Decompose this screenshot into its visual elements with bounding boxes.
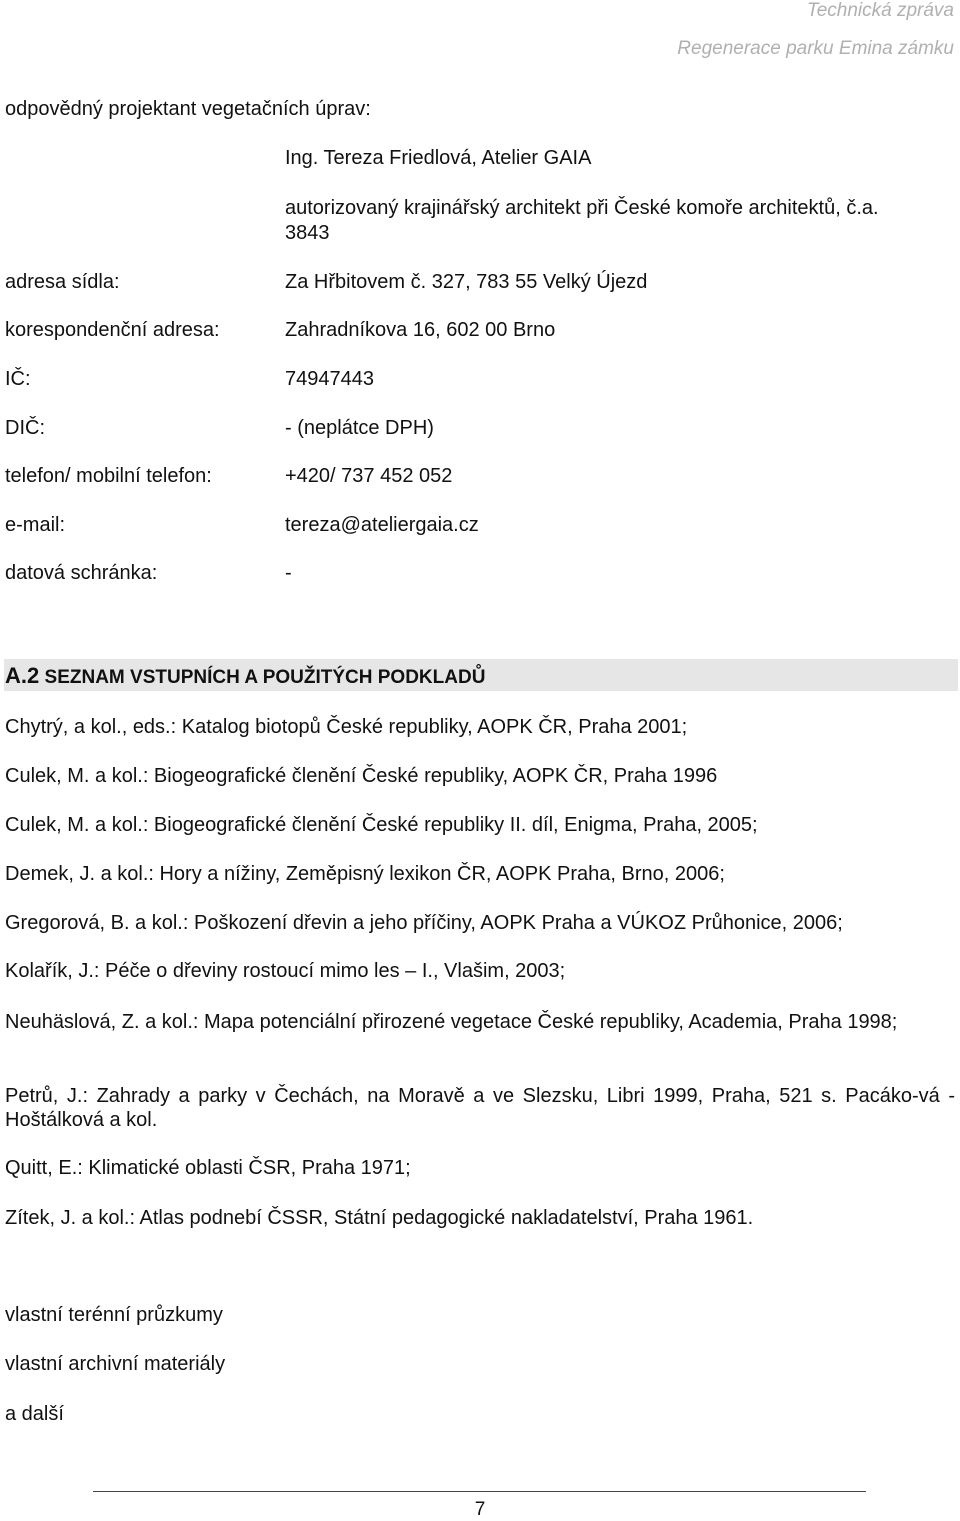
header-project-name: Regenerace parku Emina zámku: [677, 38, 954, 59]
databox-value: -: [285, 562, 292, 584]
seat-address-label: adresa sídla:: [5, 271, 120, 293]
reference-item: Petrů, J.: Zahrady a parky v Čechách, na Moravě a ve Slezsku, Libri 1999, Praha, 521 s. Pacáko-vá - Hoštálková a kol.: [5, 1085, 955, 1131]
section-number: A.2: [5, 663, 40, 688]
other-source-item: a další: [5, 1403, 64, 1425]
email-label: e-mail:: [5, 514, 66, 536]
dic-value: - (neplátce DPH): [285, 417, 434, 439]
authorization-line-2: 3843: [285, 222, 330, 244]
reference-item: Culek, M. a kol.: Biogeografické členění České republiky, AOPK ČR, Praha 1996: [5, 765, 718, 787]
databox-label: datová schránka:: [5, 562, 158, 584]
other-source-item: vlastní archivní materiály: [5, 1353, 226, 1375]
reference-item: Zítek, J. a kol.: Atlas podnebí ČSSR, Státní pedagogické nakladatelství, Praha 1961.: [5, 1207, 754, 1229]
ic-value: 74947443: [285, 368, 374, 390]
ic-label: IČ:: [5, 368, 31, 390]
footer-divider: [93, 1491, 866, 1492]
authorization-line-1: autorizovaný krajinářský architekt při České komoře architektů, č.a.: [285, 197, 879, 219]
header-doc-type: Technická zpráva: [806, 0, 954, 21]
reference-item: Neuhäslová, Z. a kol.: Mapa potenciální přirozené vegetace České republiky, Academia, Praha 1998;: [5, 1011, 898, 1033]
designer-name: Ing. Tereza Friedlová, Atelier GAIA: [285, 147, 592, 169]
phone-value: +420/ 737 452 052: [285, 465, 453, 487]
phone-label: telefon/ mobilní telefon:: [5, 465, 212, 487]
correspondence-address-label: korespondenční adresa:: [5, 319, 220, 341]
reference-item: Culek, M. a kol.: Biogeografické členění České republiky II. díl, Enigma, Praha, 2005;: [5, 814, 758, 836]
reference-item: Quitt, E.: Klimatické oblasti ČSR, Praha 1971;: [5, 1157, 411, 1179]
reference-item: Chytrý, a kol., eds.: Katalog biotopů České republiky, AOPK ČR, Praha 2001;: [5, 716, 688, 738]
page-number: 7: [474, 1499, 486, 1520]
other-source-item: vlastní terénní průzkumy: [5, 1304, 223, 1326]
dic-label: DIČ:: [5, 417, 45, 439]
role-label: odpovědný projektant vegetačních úprav:: [5, 98, 371, 120]
email-value: tereza@ateliergaia.cz: [285, 514, 479, 536]
reference-item: Kolařík, J.: Péče o dřeviny rostoucí mimo les – I., Vlašim, 2003;: [5, 960, 566, 982]
reference-item: Gregorová, B. a kol.: Poškození dřevin a jeho příčiny, AOPK Praha a VÚKOZ Průhonice, 2006;: [5, 912, 843, 934]
seat-address-value: Za Hřbitovem č. 327, 783 55 Velký Újezd: [285, 271, 648, 293]
section-heading: [5, 663, 485, 689]
correspondence-address-value: Zahradníkova 16, 602 00 Brno: [285, 319, 556, 341]
reference-item: Demek, J. a kol.: Hory a nížiny, Zeměpisný lexikon ČR, AOPK Praha, Brno, 2006;: [5, 863, 725, 885]
section-title: SEZNAM VSTUPNÍCH A POUŽITÝCH PODKLADŮ: [44, 667, 486, 688]
